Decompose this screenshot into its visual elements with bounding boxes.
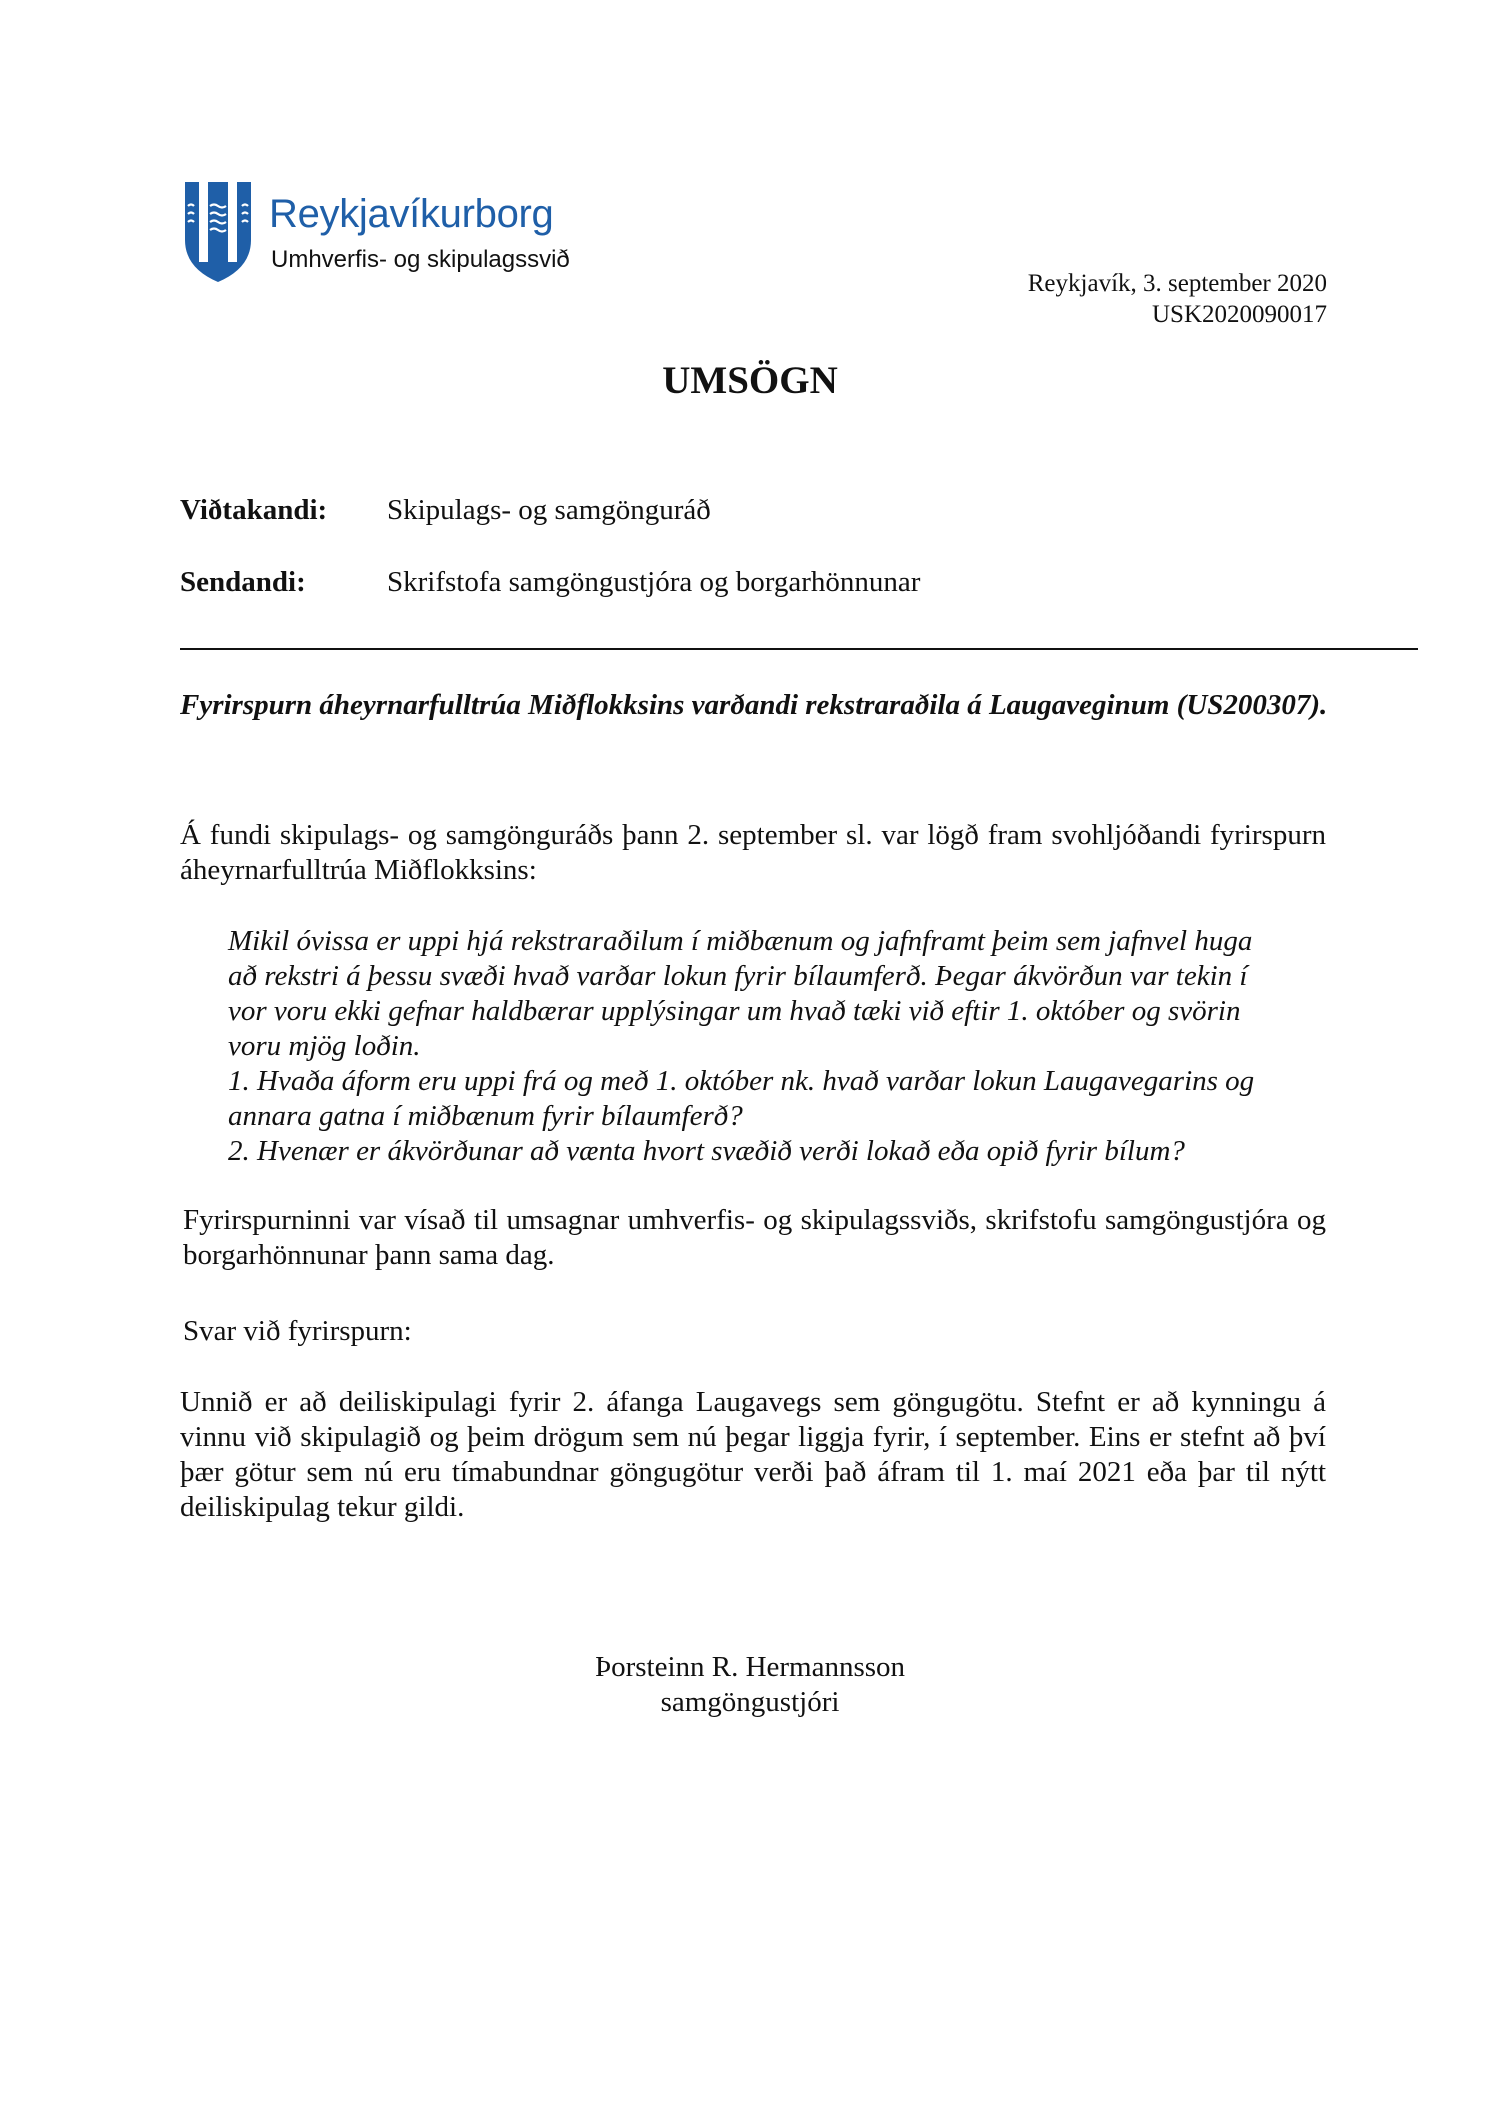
organization-name: Reykjavíkurborg [269, 192, 554, 236]
quote-line: Mikil óvissa er uppi hjá rekstraraðilum í miðbænum og jafnframt þeim sem jafnvel huga [228, 925, 1253, 957]
letterhead-logo [183, 180, 570, 290]
divider [180, 648, 1418, 650]
date-line: Reykjavík, 3. september 2020 [1027, 270, 1327, 297]
answer-paragraph: Unnið er að deiliskipulagi fyrir 2. áfanga Laugavegs sem göngugötu. Stefnt er að kynningu á vinnu við skipulagið og þeim drögum sem nú þegar liggja fyrir, í september. Eins er stefnt að því þær götur sem nú eru tímabundnar göngugötur verði það áfram til 1. maí 2021 eða þar til nýtt deiliskipulag tekur gildi. [180, 1386, 1326, 1523]
recipient-label: Viðtakandi: [180, 494, 328, 526]
recipient-row [180, 494, 711, 527]
answer-heading: Svar við fyrirspurn: [183, 1315, 412, 1347]
quote-line: 1. Hvaða áform eru uppi frá og með 1. október nk. hvað varðar lokun Laugavegarins og [228, 1065, 1255, 1097]
subject-heading: Fyrirspurn áheyrnarfulltrúa Miðflokksins varðandi rekstraraðila á Laugaveginum (US200307). [180, 689, 1328, 721]
sender-label: Sendandi: [180, 566, 306, 598]
referral-paragraph: Fyrirspurninni var vísað til umsagnar umhverfis- og skipulagssviðs, skrifstofu samgöngustjóra og borgarhönnunar þann sama dag. [183, 1204, 1326, 1271]
recipient-value: Skipulags- og samgönguráð [387, 494, 711, 526]
sender-value: Skrifstofa samgöngustjóra og borgarhönnunar [387, 566, 921, 598]
signatory-name: Þorsteinn R. Hermannsson [594, 1651, 906, 1683]
reference-number: USK2020090017 [1151, 301, 1327, 328]
quote-line: annara gatna í miðbænum fyrir bílaumferð? [228, 1100, 743, 1132]
document-meta [1028, 268, 1327, 330]
department-name: Umhverfis- og skipulagssvið [271, 246, 570, 273]
document-title: UMSÖGN [662, 359, 838, 402]
sender-row [180, 566, 920, 599]
quote-line: vor voru ekki gefnar haldbærar upplýsingar um hvað tæki við eftir 1. október og svörin [228, 995, 1241, 1027]
quoted-inquiry [228, 924, 1328, 1169]
quote-line: að rekstri á þessu svæði hvað varðar lokun fyrir bílaumferð. Þegar ákvörðun var tekin í [228, 960, 1248, 992]
intro-paragraph: Á fundi skipulags- og samgönguráðs þann 2. september sl. var lögð fram svohljóðandi fyrirspurn áheyrnarfulltrúa Miðflokksins: [180, 819, 1326, 886]
signatory-role: samgöngustjóri [660, 1686, 840, 1718]
signature-block [0, 1650, 1500, 1720]
city-coat-of-arms-icon [183, 180, 253, 284]
quote-line: voru mjög loðin. [228, 1030, 421, 1062]
quote-line: 2. Hvenær er ákvörðunar að vænta hvort svæðið verði lokað eða opið fyrir bílum? [228, 1135, 1185, 1167]
